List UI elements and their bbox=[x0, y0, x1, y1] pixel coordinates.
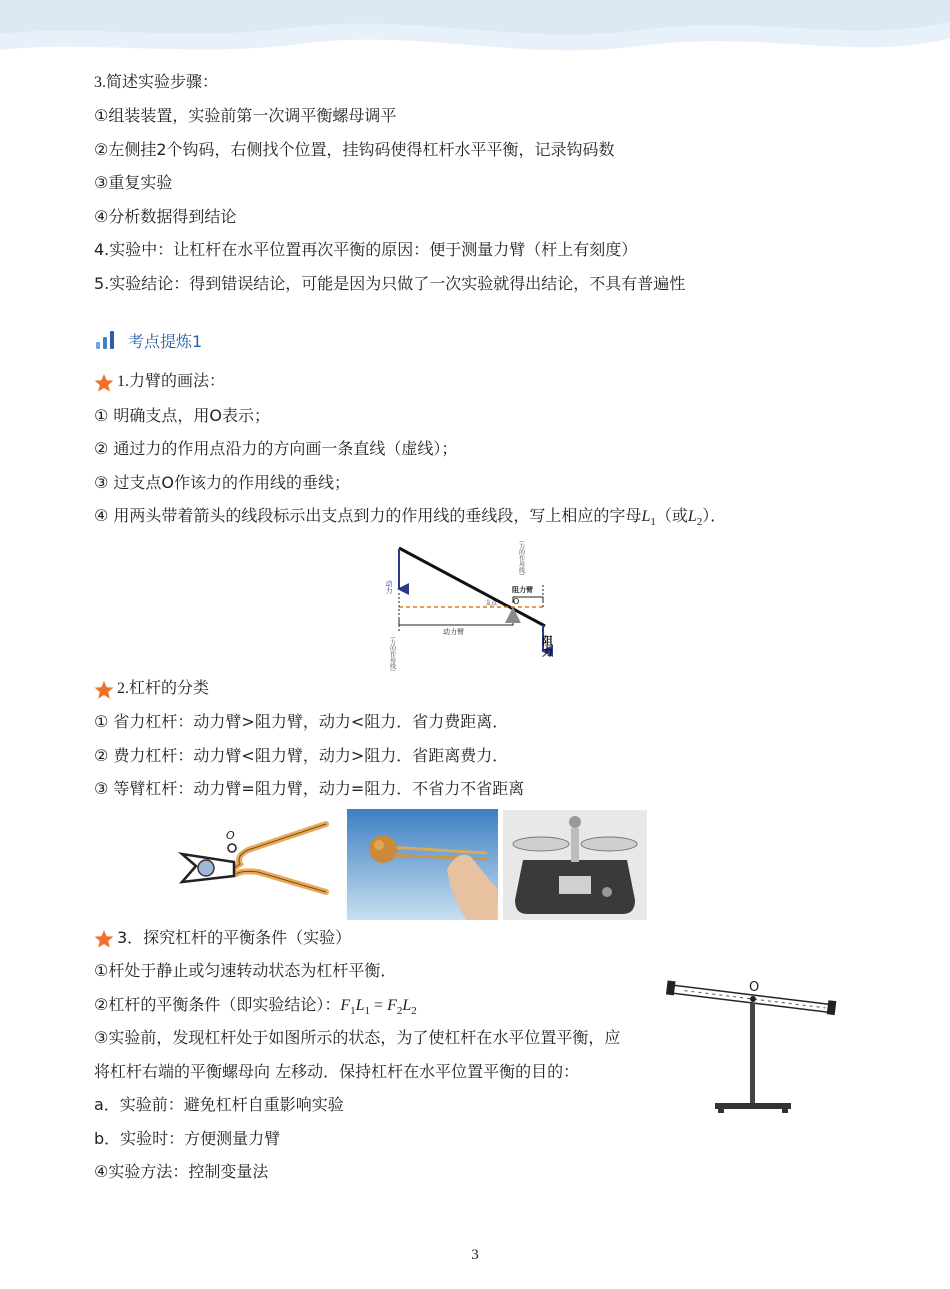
balance-equation: $F_1L_1 = F_2L_2$ bbox=[340, 997, 417, 1018]
balance-point-a: a．实验前：避免杠杆自重影响实验 bbox=[94, 1095, 344, 1114]
balance-point-3a: ③实验前，发现杠杆处于如图所示的状态，为了使杠杆在水平位置平衡，应 bbox=[94, 1028, 621, 1047]
resistance-arm-label: 阻力臂 bbox=[512, 586, 533, 594]
arm-point-4-mid: （或 bbox=[655, 506, 688, 525]
balance-point-4: ④实验方法：控制变量法 bbox=[94, 1162, 269, 1181]
arm-point-4-end: ）． bbox=[702, 506, 727, 525]
fulcrum-label: 支点 bbox=[485, 600, 498, 607]
nutcracker-O: O bbox=[226, 829, 235, 842]
page-number: 3 bbox=[471, 1247, 479, 1263]
step-4: ④分析数据得到结论 bbox=[94, 207, 237, 226]
arm-point-4-text: ④ 用两头带着箭头的线段标示出支点到力的作用线的垂线段，写上相应的字母 bbox=[94, 506, 642, 525]
symbol-L1: $L_1$ bbox=[641, 508, 656, 529]
balance-point-1: ①杆处于静止或匀速转动状态为杠杆平衡． bbox=[94, 961, 397, 980]
section-title: 考点提炼1 bbox=[128, 331, 203, 351]
balance-point-b: b．实验时：方便测量力臂 bbox=[94, 1129, 281, 1148]
classify-1: ① 省力杠杆：动力臂>阻力臂，动力<阻力．省力费距离． bbox=[94, 712, 509, 731]
step-2: ②左侧挂2个钩码，右侧找个位置，挂钩码使得杠杆水平平衡，记录钩码数 bbox=[94, 140, 615, 159]
classify-heading: 2.杠杆的分类 bbox=[117, 680, 210, 697]
chopsticks-photo bbox=[347, 809, 498, 920]
arm-point-1: ① 明确支点，用O表示； bbox=[94, 406, 271, 425]
effort-arm-label: 动力臂 bbox=[443, 628, 464, 636]
resistance-label: 阻力 bbox=[540, 635, 554, 657]
nutcracker-figure bbox=[176, 812, 336, 912]
arm-point-3: ③ 过支点O作该力的作用线的垂线； bbox=[94, 473, 351, 492]
fulcrum-O: O bbox=[513, 597, 520, 606]
star-icon bbox=[94, 373, 114, 393]
step-1: ①组装装置，实验前第一次调平衡螺母调平 bbox=[94, 106, 397, 125]
arm-point-2: ② 通过力的作用点沿力的方向画一条直线（虚线）； bbox=[94, 439, 458, 458]
pivot-O: O bbox=[749, 980, 760, 995]
classify-3: ③ 等臂杠杆：动力臂=阻力臂，动力=阻力．不省力不省距离 bbox=[94, 779, 525, 798]
symbol-L2: $L_2$ bbox=[687, 508, 703, 529]
effort-label: 动力 bbox=[385, 580, 393, 594]
step-3: ③重复实验 bbox=[94, 173, 173, 192]
line-of-action-label-top: （力的作用线） bbox=[517, 537, 525, 579]
balance-point-3b: 将杠杆右端的平衡螺母向 左移动．保持杠杆在水平位置平衡的目的： bbox=[94, 1062, 580, 1081]
arm-heading: 1.力臂的画法： bbox=[117, 373, 226, 390]
balance-scale-photo bbox=[503, 810, 647, 920]
fulcrum-triangle bbox=[505, 607, 521, 623]
star-icon bbox=[94, 929, 114, 949]
note-4: 4.实验中：让杠杆在水平位置再次平衡的原因：便于测量力臂（杆上有刻度） bbox=[94, 240, 638, 259]
arm-point-4 bbox=[94, 505, 726, 533]
balance-heading: 3．探究杠杆的平衡条件（实验） bbox=[117, 928, 352, 947]
lever-stand-figure bbox=[660, 975, 845, 1120]
balance-point-2 bbox=[94, 994, 417, 1022]
balance-point-2-text: ②杠杆的平衡条件（即实验结论）： bbox=[94, 995, 341, 1014]
lever-arm-diagram bbox=[385, 535, 570, 675]
star-icon bbox=[94, 680, 114, 700]
section-header bbox=[94, 328, 202, 352]
bar-chart-icon bbox=[94, 330, 118, 350]
classify-2: ② 费力杠杆：动力臂<阻力臂，动力>阻力．省距离费力． bbox=[94, 746, 509, 765]
steps-heading: 3.简述实验步骤： bbox=[94, 74, 219, 91]
line-of-action-label-bottom: （力的作用线） bbox=[388, 633, 396, 675]
note-5: 5.实验结论：得到错误结论，可能是因为只做了一次实验就得出结论，不具有普遍性 bbox=[94, 274, 686, 293]
header-wave-decoration bbox=[0, 0, 950, 70]
